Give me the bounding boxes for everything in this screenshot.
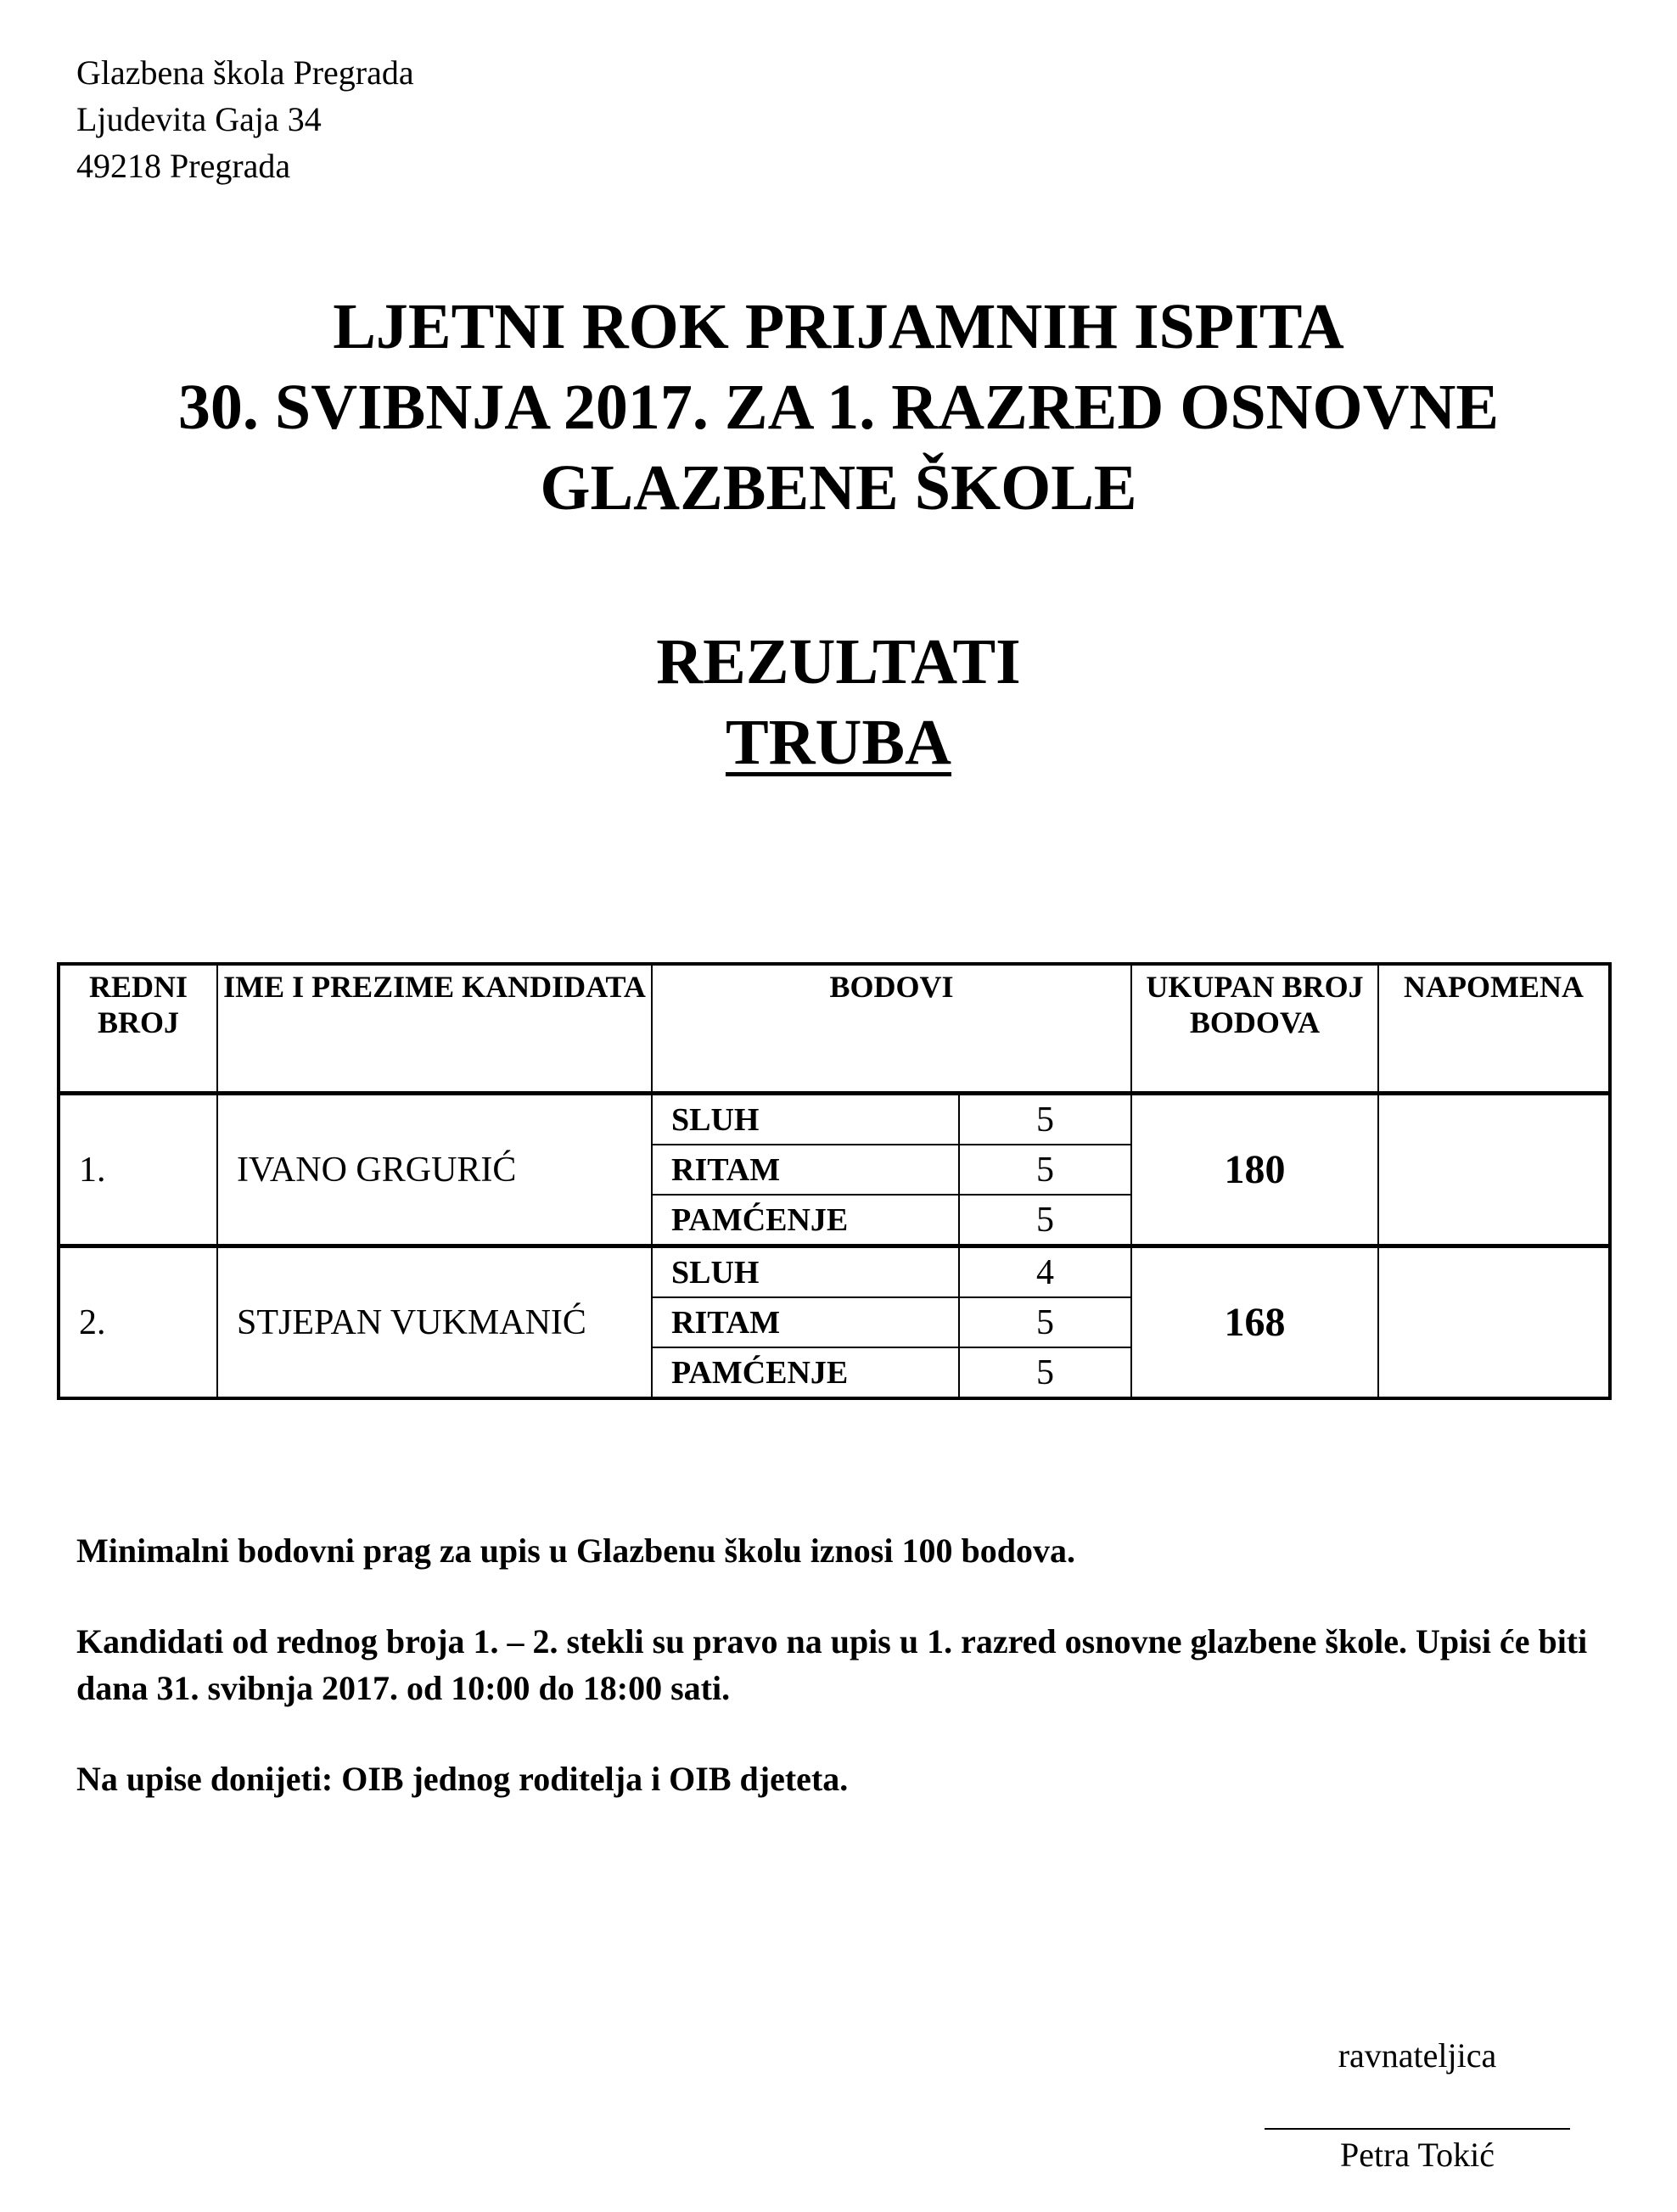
candidate-note [1378, 1094, 1610, 1246]
title-line-2: 30. SVIBNJA 2017. ZA 1. RAZRED OSNOVNE [177, 372, 1500, 443]
candidate-total: 168 [1131, 1246, 1378, 1399]
threshold-note: Minimalni bodovni prag za upis u Glazbenu školu iznosi 100 bodova. [76, 1532, 1075, 1570]
criterion-score: 5 [959, 1347, 1131, 1398]
title-line-1: LJETNI ROK PRIJAMNIH ISPITA [333, 291, 1344, 362]
documents-note: Na upise donijeti: OIB jednog roditelja i OIB djeteta. [76, 1760, 849, 1798]
candidate-note [1378, 1246, 1610, 1399]
title-line-3: GLAZBENE ŠKOLE [540, 452, 1137, 524]
signature-block [1265, 2032, 1570, 2178]
instrument-name: TRUBA [725, 707, 952, 778]
criterion-score: 5 [959, 1297, 1131, 1347]
criterion-score: 4 [959, 1246, 1131, 1298]
school-city: 49218 Pregrada [76, 147, 291, 185]
signature-name: Petra Tokić [1340, 2136, 1495, 2174]
results-label: REZULTATI [656, 626, 1021, 697]
candidate-number: 2. [59, 1246, 217, 1399]
criterion-score: 5 [959, 1094, 1131, 1145]
notes-section [76, 1527, 1604, 1846]
criterion-label: SLUH [652, 1094, 959, 1145]
header-redni-broj: REDNI BROJ [59, 964, 217, 1094]
enrollment-note: Kandidati od rednog broja 1. – 2. stekli su pravo na upis u 1. razred osnovne glazbene škole. Upisi će biti dana 31. svibnja 2017. od 10:00 do 18:00 sati. [76, 1622, 1588, 1707]
criterion-label: PAMĆENJE [652, 1195, 959, 1246]
results-heading [0, 622, 1677, 783]
header-ukupan: UKUPAN BROJ BODOVA [1131, 964, 1378, 1094]
header-napomena: NAPOMENA [1378, 964, 1610, 1094]
school-name: Glazbena škola Pregrada [76, 53, 414, 92]
document-title [0, 287, 1677, 529]
candidate-name: STJEPAN VUKMANIĆ [217, 1246, 652, 1399]
header-bodovi: BODOVI [652, 964, 1131, 1094]
table-row [59, 1246, 1610, 1298]
criterion-label: RITAM [652, 1145, 959, 1195]
school-street: Ljudevita Gaja 34 [76, 100, 322, 138]
criterion-score: 5 [959, 1195, 1131, 1246]
candidate-total: 180 [1131, 1094, 1378, 1246]
candidate-number: 1. [59, 1094, 217, 1246]
criterion-label: RITAM [652, 1297, 959, 1347]
criterion-label: SLUH [652, 1246, 959, 1298]
results-table [57, 962, 1612, 1400]
criterion-label: PAMĆENJE [652, 1347, 959, 1398]
candidate-name: IVANO GRGURIĆ [217, 1094, 652, 1246]
school-address [76, 49, 414, 189]
signature-line [1265, 2128, 1570, 2130]
table-row [59, 1094, 1610, 1145]
header-ime-prezime: IME I PREZIME KANDIDATA [217, 964, 652, 1094]
criterion-score: 5 [959, 1145, 1131, 1195]
table-header-row [59, 964, 1610, 1094]
signature-title: ravnateljica [1338, 2036, 1497, 2075]
